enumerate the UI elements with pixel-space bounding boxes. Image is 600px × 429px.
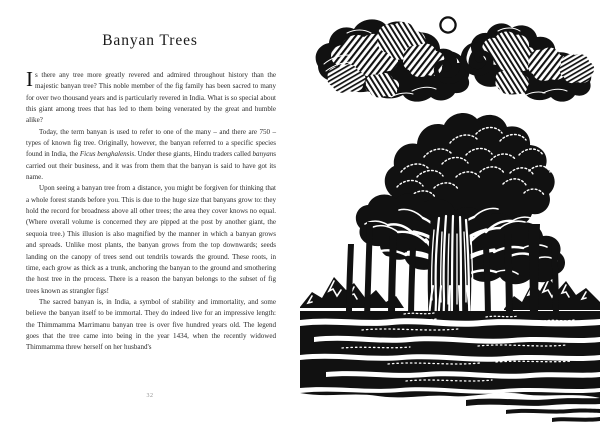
- drop-cap: I: [26, 67, 33, 91]
- species-name-italic: Ficus benghalensis: [79, 150, 135, 159]
- page-number: 32: [146, 393, 154, 399]
- paragraph-3: [26, 183, 276, 296]
- paragraph-1-text: s there any tree more greatly revered and admired throughout history than the majestic banyan tree? This noble member of the fig family has been sacred to many for over two thousand years and is particularly revered in India. What is so special about this giant among trees that has led to them being venerated by the great and humble alike?: [26, 71, 276, 125]
- paragraph-2: [26, 127, 276, 184]
- paragraph-2-text-mid: . Under these giants, Hindu traders called: [134, 150, 253, 159]
- paragraph-2-text-after: s carried out their business, and it was from them that the banyan is said to have got its name.: [26, 150, 277, 182]
- right-page: [300, 0, 600, 429]
- page-title: Banyan Trees: [102, 32, 198, 49]
- paragraph-4: [26, 297, 276, 354]
- body-text-column: [26, 67, 277, 354]
- banyan-tree-woodcut-illustration: [300, 0, 600, 429]
- paragraph-3-text: Upon seeing a banyan tree from a distance, you might be forgiven for thinking that a whole forest stands before you. This is due to the huge size that banyans grow to: they hold the record for broadness above all other trees; the area they cover knows no equal. (Where overall volume is concerned they are pipped at the post by another giant, the sequoia tree.) This illusion is also magnified by the manner in which a banyan grows and spreads. Unlike most plants, the banyan grows from the top downwards; seeds landing on the canopy of trees send out tendrils towards the ground. These roots, in time, each grow as thick as a trunk, anchoring the banyan to the ground and smothering the host tree in the process. There is a reason the banyan belongs to the subset of fig trees known as strangler figs!: [26, 184, 276, 295]
- banyan-word-italic: banyan: [252, 150, 274, 159]
- paragraph-1: [26, 67, 276, 127]
- paragraph-4-text: The sacred banyan is, in India, a symbol of stability and immortality, and some believe the banyan itself to be immortal. They do indeed live for an impressive length: the Thimmamma Marrimanu banyan tree is over five hundred years old. The legend goes that the tree came into being in the year 1434, when the recently widowed Thimmamma threw herself on her husband's: [26, 297, 276, 352]
- paragraph-2-text-before: Today, the term banyan is used to refer to one of the many – and there are 750 – types of known fig tree. Originally, however, the banyan referred to a specific species found in India, the: [26, 127, 276, 159]
